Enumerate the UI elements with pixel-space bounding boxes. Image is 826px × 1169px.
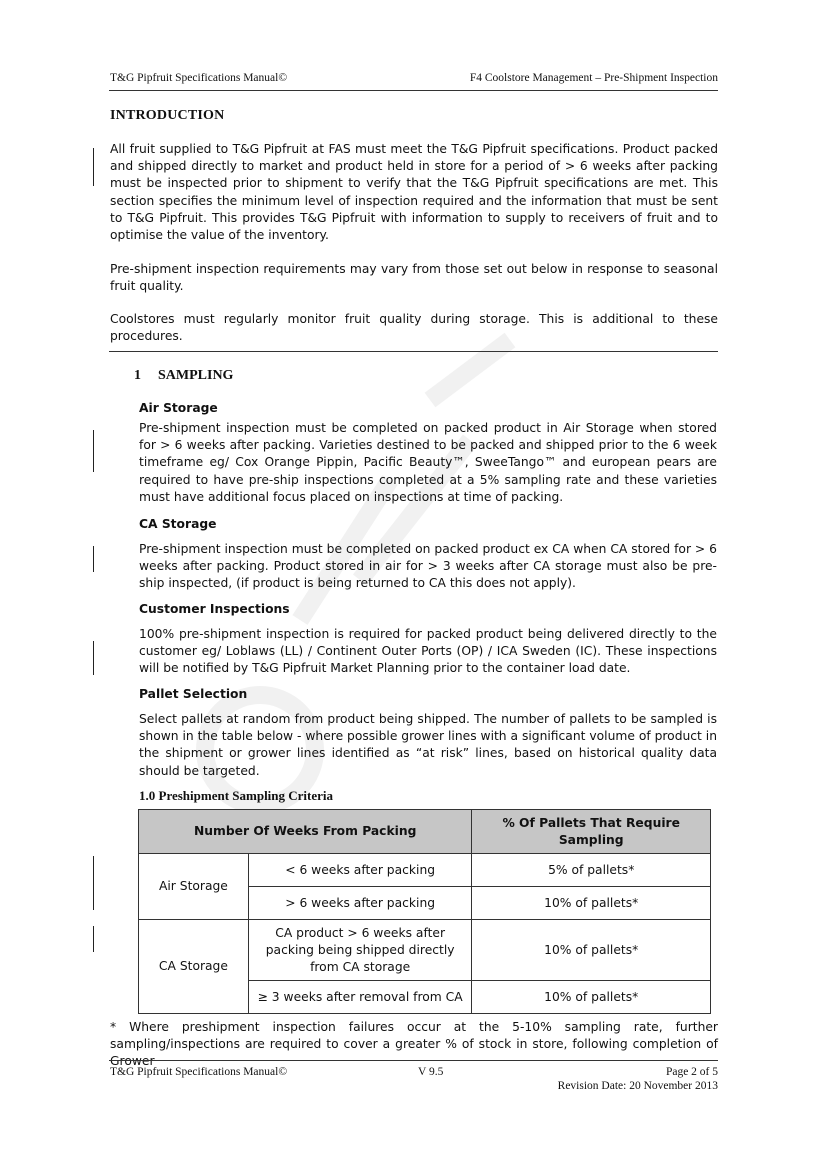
footer-version: V 9.5	[418, 1066, 444, 1078]
cell-percent: 10% of pallets*	[472, 920, 711, 981]
change-bar	[93, 856, 94, 910]
change-bar	[93, 926, 94, 952]
cell-percent: 10% of pallets*	[472, 887, 711, 920]
customer-inspections-heading: Customer Inspections	[139, 602, 290, 616]
cell-weeks: > 6 weeks after packing	[248, 887, 472, 920]
table-header-row	[139, 810, 711, 854]
ca-storage-text: Pre-shipment inspection must be completed on packed product ex CA when CA stored for > 6 weeks after packing. Product stored in air for > 3 weeks after CA storage must also be pre-ship inspected, (if product is being returned to CA this does not apply).	[139, 542, 717, 591]
change-bar	[93, 148, 94, 186]
customer-inspections-text: 100% pre-shipment inspection is required for packed product being delivered directly to the customer eg/ Loblaws (LL) / Continent Outer Ports (OP) / ICA Sweden (IC). These inspections will be notified by T&G Pipfruit Market Planning prior to the container load date.	[139, 627, 717, 676]
intro-paragraph-3: Coolstores must regularly monitor fruit quality during storage. This is additional to these procedures.	[110, 312, 718, 344]
air-storage-text: Pre-shipment inspection must be completed on packed product in Air Storage when stored for > 6 weeks after packing. Varieties destined to be packed and shipped prior to the 6 week timeframe eg/ Cox Orange Pippin, Pacific Beauty™, SweeTango™ and european pears are required to have pre-ship inspections completed at a 5% sampling rate and these varieties must have additional focus placed on inspections at time of packing.	[139, 421, 717, 504]
air-storage-heading: Air Storage	[139, 401, 218, 415]
row-label-ca-storage: CA Storage	[139, 920, 249, 1014]
column-header-weeks: Number Of Weeks From Packing	[139, 810, 472, 854]
cell-percent: 5% of pallets*	[472, 854, 711, 887]
section-rule	[109, 351, 718, 352]
intro-paragraph-1: All fruit supplied to T&G Pipfruit at FAS must meet the T&G Pipfruit specifications. Product packed and shipped directly to market and product held in store for a period of > 6 weeks after packing must be inspected prior to shipment to verify that the T&G Pipfruit specifications are met. This section specifies the minimum level of inspection required and the information that must be sent to T&G Pipfruit. This provides T&G Pipfruit with information to supply to receivers of fruit and to optimise the value of the inventory.	[110, 142, 718, 243]
cell-weeks: ≥ 3 weeks after removal from CA	[248, 981, 472, 1014]
table-row	[139, 920, 711, 981]
footer-revision-date: Revision Date: 20 November 2013	[557, 1080, 718, 1092]
change-bar	[93, 546, 94, 572]
table-title: 1.0 Preshipment Sampling Criteria	[139, 788, 334, 803]
ca-storage-heading: CA Storage	[139, 517, 217, 531]
column-header-percent: % Of Pallets That Require Sampling	[472, 810, 711, 854]
header-right: F4 Coolstore Management – Pre-Shipment Inspection	[469, 72, 718, 84]
footer-rule	[109, 1060, 718, 1061]
footer-left: T&G Pipfruit Specifications Manual©	[110, 1066, 288, 1078]
sampling-criteria-table	[138, 809, 711, 1014]
row-label-air-storage: Air Storage	[139, 854, 249, 920]
cell-weeks: CA product > 6 weeks after packing being shipped directly from CA storage	[248, 920, 472, 981]
change-bar	[93, 641, 94, 675]
pallet-selection-text: Select pallets at random from product being shipped. The number of pallets to be sampled is shown in the table below - where possible grower lines with a significant volume of product in the shipment or grower lines identified as “at risk” lines, based on historical quality data should be targeted.	[139, 712, 717, 778]
intro-paragraph-2: Pre-shipment inspection requirements may vary from those set out below in response to seasonal fruit quality.	[110, 262, 718, 294]
table-row	[139, 854, 711, 887]
change-bar	[93, 430, 94, 472]
section-title: SAMPLING	[158, 368, 234, 383]
footer-page-number: Page 2 of 5	[665, 1066, 718, 1078]
introduction-heading: INTRODUCTION	[110, 108, 225, 123]
section-number: 1	[134, 368, 141, 383]
header-rule	[109, 90, 718, 91]
cell-percent: 10% of pallets*	[472, 981, 711, 1014]
sampling-heading	[134, 368, 233, 384]
header-left: T&G Pipfruit Specifications Manual©	[110, 72, 288, 84]
pallet-selection-heading: Pallet Selection	[139, 687, 248, 701]
table-footnote: * Where preshipment inspection failures occur at the 5-10% sampling rate, further sampling/inspections are required to cover a greater % of stock in store, following completion of Grower	[110, 1020, 718, 1069]
cell-weeks: < 6 weeks after packing	[248, 854, 472, 887]
